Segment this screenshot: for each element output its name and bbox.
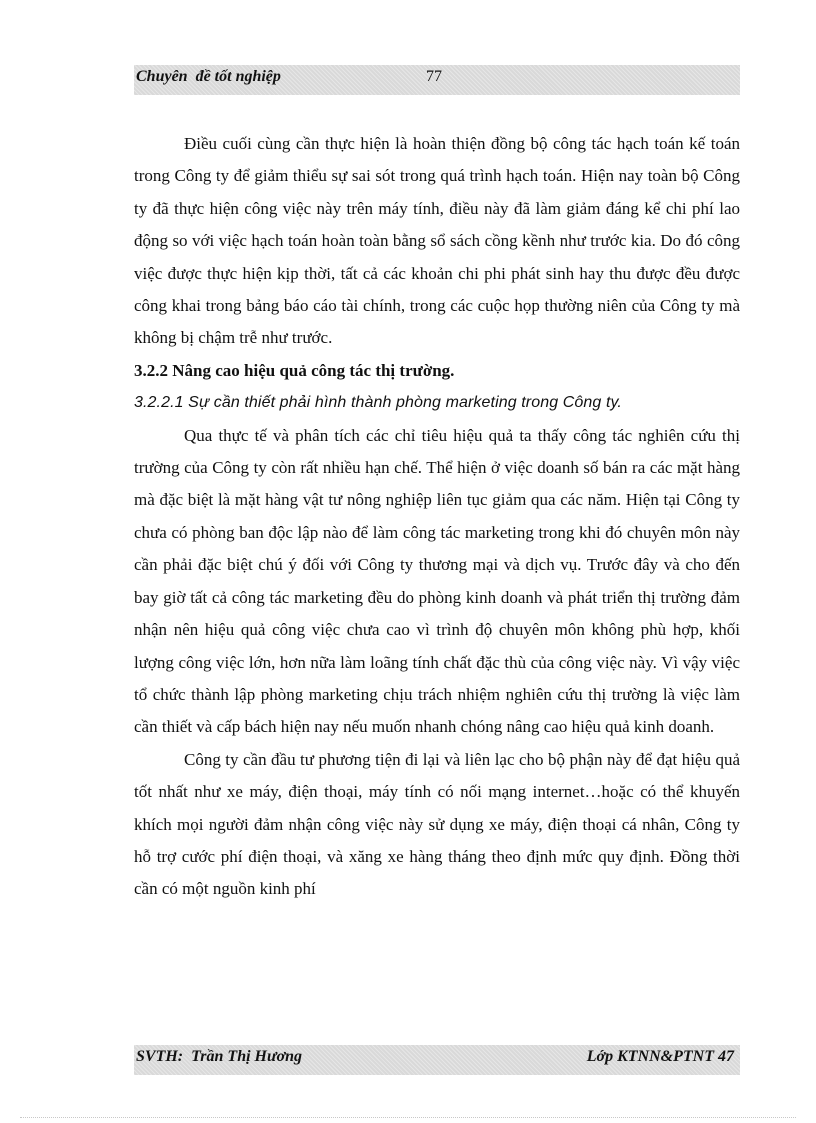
paragraph: Điều cuối cùng cần thực hiện là hoàn thiện đồng bộ công tác hạch toán kế toán trong Công ty để giảm thiểu sự sai sót trong quá trình hạch toán. Hiện nay toàn bộ Công ty đã thực hiện công việc này trên máy tính, điều này đã làm giảm đáng kể chi phí lao động so với việc hạch toán hoàn toàn bằng sổ sách cồng kềnh như trước kia. Do đó công việc được thực hiện kịp thời, tất cả các khoản chi phi phát sinh hay thu được đều được công khai trong bảng báo cáo tài chính, trong các cuộc họp thường niên của Công ty mà không bị chậm trễ như trước. [134, 134, 740, 348]
paragraph: Qua thực tế và phân tích các chỉ tiêu hiệu quả ta thấy công tác nghiên cứu thị trường của Công ty còn rất nhiều hạn chế. Thể hiện ở việc doanh số bán ra các mặt hàng mà đặc biệt là mặt hàng vật tư nông nghiệp liên tục giảm qua các năm. Hiện tại Công ty chưa có phòng ban độc lập nào để làm công tác marketing trong khi đó chuyên môn này cần phải đặc biệt chú ý đối với Công ty thương mại và dịch vụ. Trước đây và cho đến bay giờ tất cả công tác marketing đều do phòng kinh doanh và phát triển thị trường đảm nhận nên hiệu quả công việc chưa cao vì trình độ chuyên môn không phù hợp, khối lượng công việc lớn, hơn nữa làm loãng tính chất đặc thù của công việc này. Vì vậy việc tổ chức thành lập phòng marketing chịu trách nhiệm nghiên cứu thị trường là việc làm cần thiết và cấp bách hiện nay nếu muốn nhanh chóng nâng cao hiệu quả kinh doanh. [134, 425, 740, 737]
page-number: 77 [426, 68, 442, 85]
document-body [134, 128, 740, 906]
footer-class: Lớp KTNN&PTNT 47 [586, 1048, 734, 1065]
document-title: Chuyên đề tốt nghiệp [136, 68, 281, 85]
page-edge-divider [20, 1117, 796, 1118]
footer-author: SVTH: Trần Thị Hương [136, 1048, 303, 1065]
section-heading: 3.2.2 Nâng cao hiệu quả công tác thị trường. [134, 360, 455, 380]
paragraph: Công ty cần đầu tư phương tiện đi lại và liên lạc cho bộ phận này để đạt hiệu quả tốt nhất như xe máy, điện thoại, máy tính có nối mạng internet…hoặc có thể khuyến khích mọi người đảm nhận công việc này sử dụng xe máy, điện thoại cá nhân, Công ty hỗ trợ cước phí điện thoại, và xăng xe hàng tháng theo định mức quy định. Đồng thời cần có một nguồn kinh phí [134, 749, 740, 899]
subsection-heading: 3.2.2.1 Sự cần thiết phải hình thành phòng marketing trong Công ty. [134, 394, 622, 412]
